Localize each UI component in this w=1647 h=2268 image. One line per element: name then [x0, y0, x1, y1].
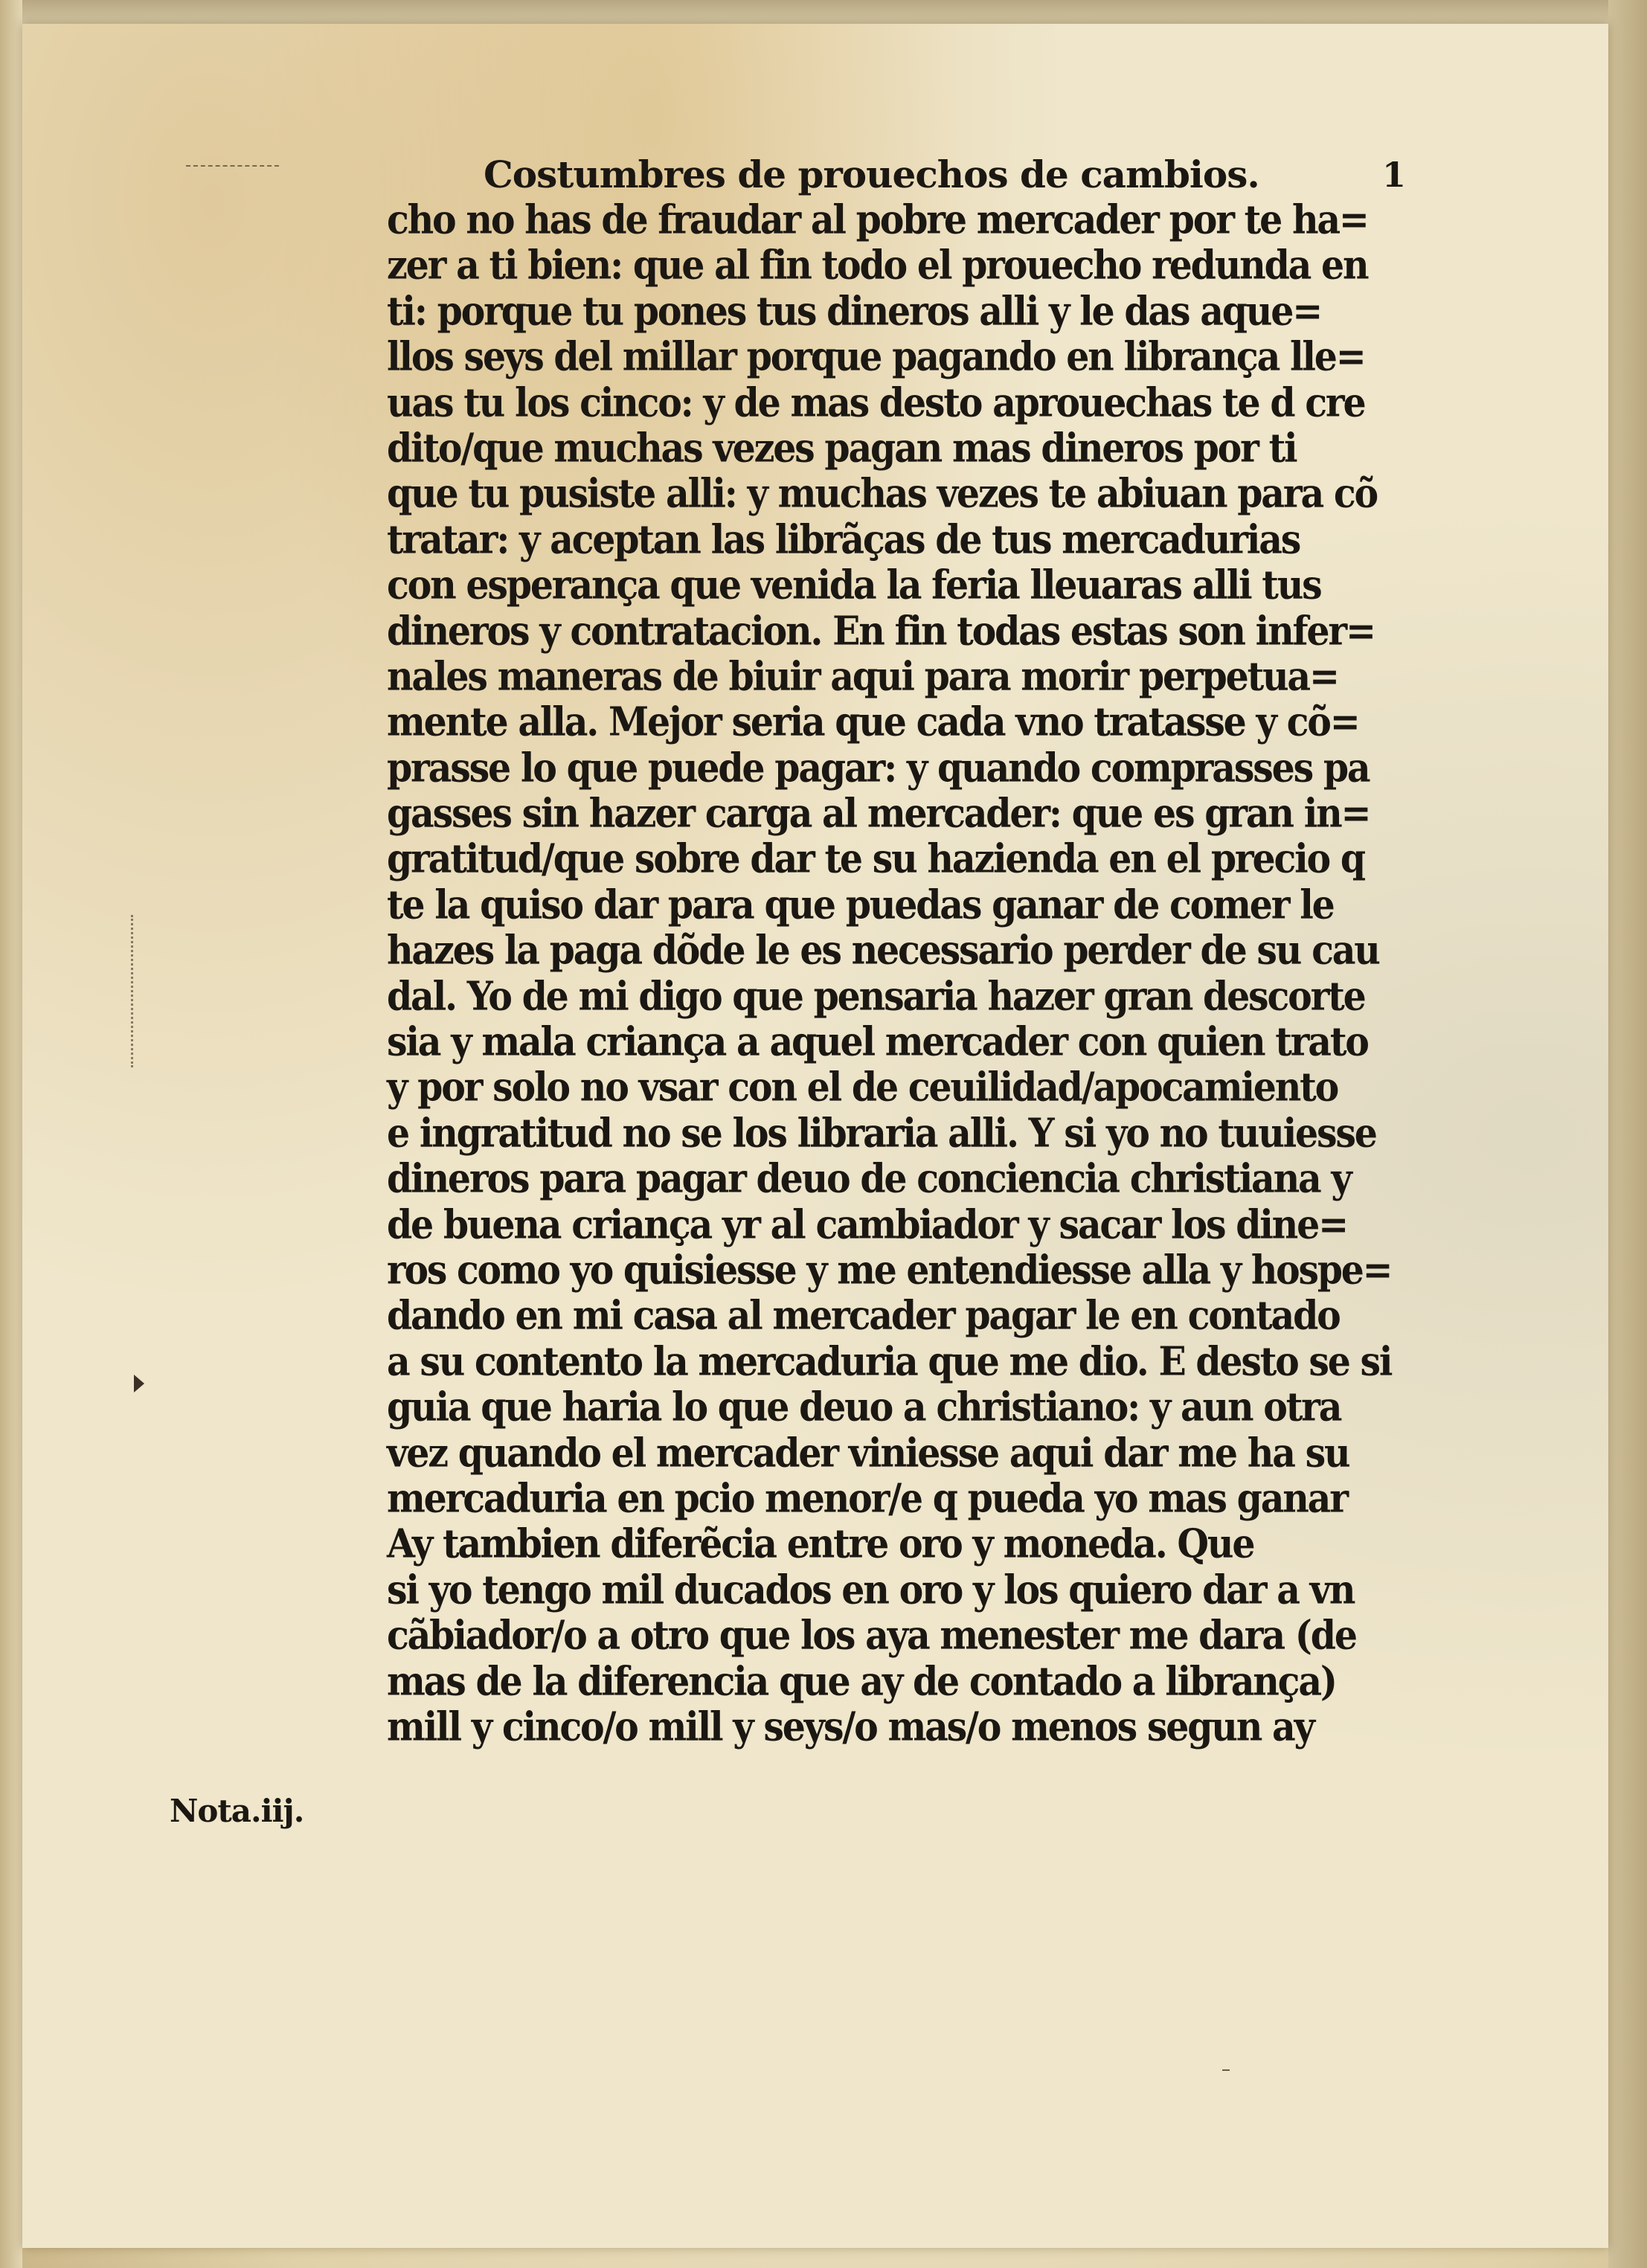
book-edge-left — [0, 0, 22, 2268]
text-line: y por solo no vsar con el de ceuilidad/apocamiento — [387, 1064, 1338, 1111]
marginal-dots-left — [131, 915, 135, 1067]
text-line: dando en mi casa al mercader pagar le en contado — [387, 1291, 1340, 1339]
text-line: dineros para pagar deuo de conciencia christiana y — [387, 1154, 1351, 1202]
text-line: zer a ti bien: que al fin todo el prouecho redunda en — [387, 242, 1368, 289]
text-line: ti: porque tu pones tus dineros alli y le das aque= — [387, 287, 1322, 335]
text-line: gasses sin hazer carga al mercader: que es gran in= — [387, 789, 1370, 837]
text-line: mas de la diferencia que ay de contado a librança) — [387, 1657, 1336, 1704]
text-line: que tu pusiste alli: y muchas vezes te abiuan para cõ — [387, 469, 1377, 517]
marginal-scribble-top — [186, 158, 279, 167]
text-line: guia que haria lo que deuo a christiano: y aun otra — [387, 1383, 1341, 1430]
book-edge-right — [1608, 0, 1647, 2268]
text-line: mill y cinco/o mill y seys/o mas/o menos segun ay — [387, 1703, 1314, 1750]
text-line: te la quiso dar para que puedas ganar de comer le — [387, 881, 1334, 928]
text-line: uas tu los cinco: y de mas desto aprouechas te d cre — [387, 379, 1365, 425]
text-line: con esperança que venida la feria lleuaras alli tus — [387, 561, 1321, 608]
text-line: si yo tengo mil ducados en oro y los quiero dar a vn — [387, 1566, 1355, 1613]
pointer-mark-icon — [134, 1375, 144, 1392]
text-line: dineros y contratacion. En fin todas estas son infer= — [387, 607, 1375, 654]
text-line: vez quando el mercader viniesse aqui dar me ha su — [387, 1429, 1349, 1476]
text-line: gratitud/que sobre dar te su hazienda en el precio q — [387, 835, 1364, 882]
text-line: dito/que muchas vezes pagan mas dineros por ti — [387, 424, 1297, 472]
stray-mark-bottom — [1222, 2065, 1230, 2071]
margin-note: Nota.iij. — [170, 1793, 304, 1829]
text-line: hazes la paga dõde le es necessario perder de su cau — [387, 926, 1379, 974]
body-text — [387, 197, 1391, 1750]
text-line: cãbiador/o a otro que los aya menester me dara (de — [387, 1611, 1356, 1659]
text-line: Ay tambien diferẽcia entre oro y moneda. Que — [387, 1520, 1254, 1567]
text-line: sia y mala criança a aquel mercader con quien trato — [387, 1018, 1368, 1065]
text-line: tratar: y aceptan las librãças de tus mercadurias — [387, 515, 1300, 562]
text-line: ros como yo quisiesse y me entendiesse alla y hospe= — [387, 1246, 1392, 1294]
text-line: dal. Yo de mi digo que pensaria hazer gran descorte — [387, 972, 1365, 1019]
running-head: Costumbres de prouechos de cambios. — [484, 152, 1259, 196]
text-line: de buena criança yr al cambiador y sacar los dine= — [387, 1201, 1347, 1247]
text-line: prasse lo que puede pagar: y quando comprasses pa — [387, 744, 1370, 791]
text-line: a su contento la mercaduria que me dio. E desto se si — [387, 1337, 1392, 1385]
text-block — [387, 152, 1391, 1750]
text-line: mente alla. Mejor seria que cada vno tratasse y cõ= — [387, 698, 1359, 745]
text-line: cho no has de fraudar al pobre mercader por te ha= — [387, 196, 1368, 243]
text-line: llos seys del millar porque pagando en librança lle= — [387, 333, 1365, 380]
text-line: e ingratitud no se los libraria alli. Y si yo no tuuiesse — [387, 1109, 1376, 1157]
text-line: nales maneras de biuir aqui para morir perpetua= — [387, 652, 1338, 700]
text-line: mercaduria en pcio menor/e q pueda yo mas ganar — [387, 1474, 1347, 1522]
folio-number: 1 — [1382, 155, 1407, 195]
